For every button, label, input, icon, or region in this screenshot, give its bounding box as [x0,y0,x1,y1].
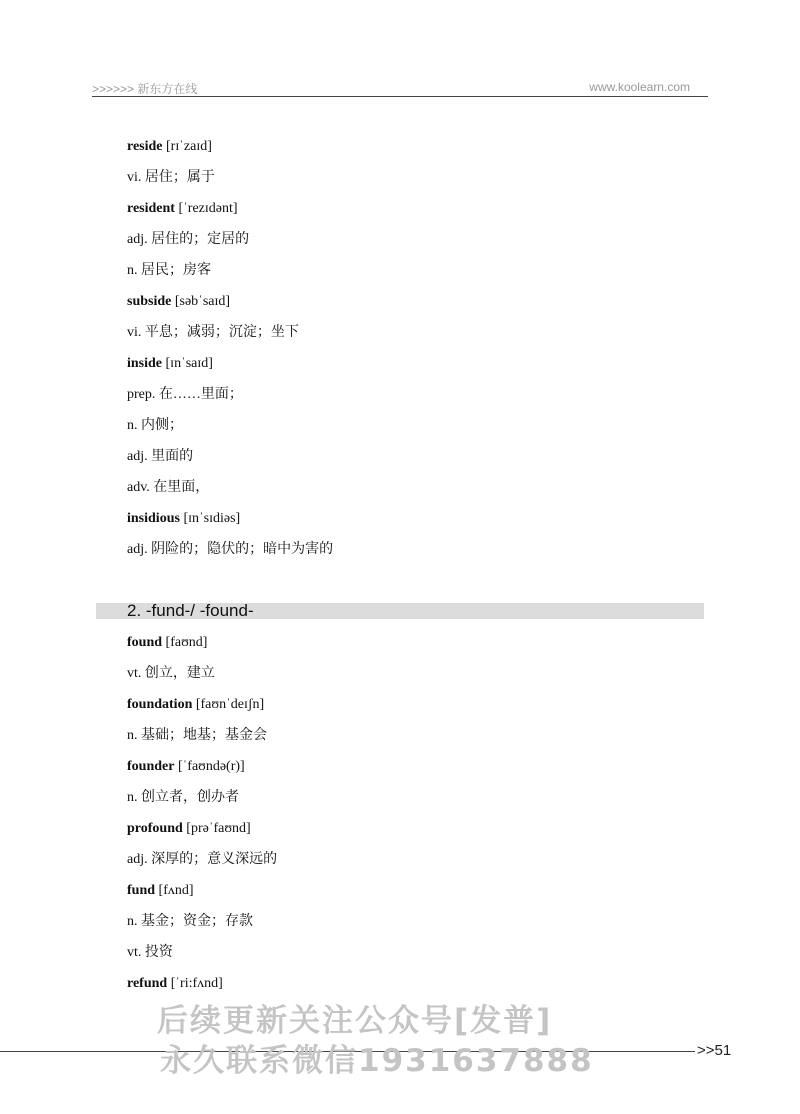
headword: reside [127,139,163,154]
entry-definition: n. 居民；房客 [127,263,211,278]
entry-headword [127,354,707,385]
entry-headword [127,292,707,323]
entry-definition: n. 基金；资金；存款 [127,914,253,929]
entry-definition: adj. 阴险的；隐伏的；暗中为害的 [127,542,334,557]
entry-definition: prep. 在……里面； [127,387,243,402]
phonetic: [ˈfaʊndə(r)] [174,759,245,774]
entry-definition: n. 内侧； [127,418,183,433]
entry-definition: vi. 居住；属于 [127,170,215,185]
entry-definition: n. 创立者，创办者 [127,790,239,805]
entry-definition: adj. 里面的 [127,449,194,464]
headword: insidious [127,511,180,526]
section-heading: 2. -fund-/ -found- [127,601,254,620]
phonetic: [prəˈfaʊnd] [182,821,251,836]
entry-definition: adv. 在里面， [127,480,210,495]
phonetic: [faʊnd] [162,635,208,650]
entry-definition: vt. 投资 [127,945,173,960]
entry-definition: vt. 创立，建立 [127,666,215,681]
watermark-line-1: 后续更新关注公众号[发普] [157,1003,553,1039]
headword: founder [127,759,175,774]
entry-definition: n. 基础；地基；基金会 [127,728,267,743]
headword: refund [127,976,168,991]
page-number: >>51 [697,1042,732,1059]
watermark-line-2: 永久联系微信1931637888 [160,1043,594,1079]
vocab-list-1 [127,137,707,571]
entry-definition: vi. 平息；减弱；沉淀；坐下 [127,325,299,340]
entry-headword [127,757,707,788]
entry-headword [127,633,707,664]
phonetic: [səbˈsaɪd] [171,294,231,309]
phonetic: [fʌnd] [155,883,194,898]
entry-headword [127,509,707,540]
vocab-list-2 [127,633,707,1005]
phonetic: [faʊnˈdeɪʃn] [192,697,265,712]
entry-definition: adj. 居住的；定居的 [127,232,250,247]
entry-headword [127,199,707,230]
phonetic: [ɪnˈsaɪd] [162,356,213,371]
entry-headword [127,137,707,168]
headword: inside [127,356,163,371]
headword: profound [127,821,183,836]
entry-definition: adj. 深厚的；意义深远的 [127,852,278,867]
headword: resident [127,201,175,216]
headword: fund [127,883,156,898]
entry-headword [127,881,707,912]
page-header [92,80,708,97]
entry-headword [127,695,707,726]
headword: found [127,635,163,650]
header-url: www.koolearn.com [589,80,690,94]
entry-headword [127,819,707,850]
headword: foundation [127,697,193,712]
phonetic: [rɪˈzaɪd] [162,139,212,154]
phonetic: [ˈrezɪdənt] [174,201,238,216]
phonetic: [ɪnˈsɪdiəs] [179,511,241,526]
phonetic: [ˈri:fʌnd] [167,976,223,991]
header-brand: >>>>>> 新东方在线 [92,82,198,96]
headword: subside [127,294,172,309]
